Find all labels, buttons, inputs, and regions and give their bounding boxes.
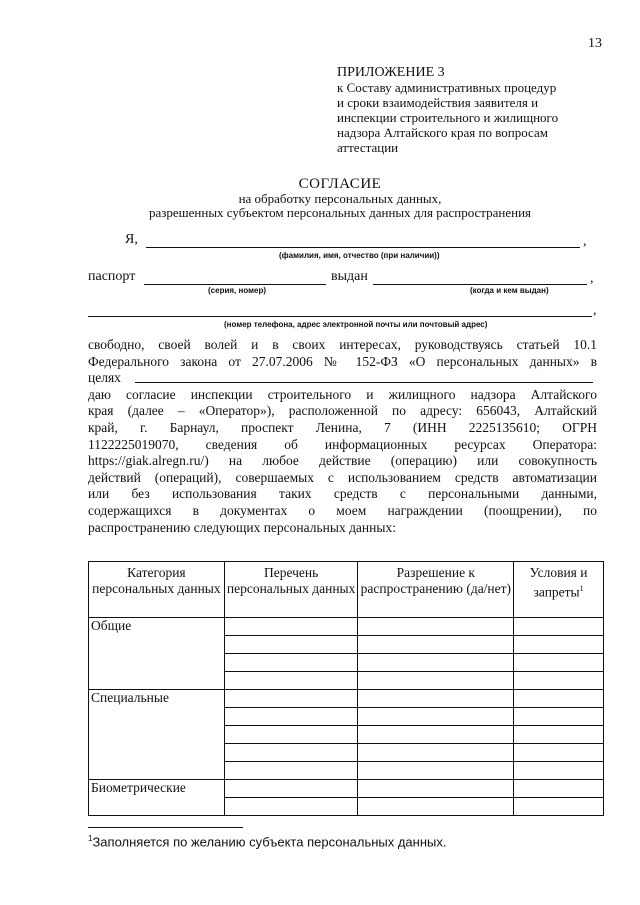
appendix-line: аттестации <box>337 140 399 155</box>
table-cell[interactable] <box>358 636 514 654</box>
contact-input-line[interactable] <box>88 316 592 317</box>
appendix-body <box>337 80 599 155</box>
footnote-divider <box>88 827 243 828</box>
footnote-text: Заполняется по желанию субъекта персональных данных. <box>92 834 447 850</box>
document-title <box>60 176 620 220</box>
table-cell[interactable] <box>224 672 358 690</box>
body-line: край, г. Барнаул, проспект Ленина, 7 (ИНН 2225135610; ОГРН <box>88 419 597 435</box>
body-line: края (далее – «Оператор»), расположенной по адресу: 656043, Алтайский <box>88 403 597 419</box>
table-cell[interactable] <box>224 798 358 816</box>
table-cell[interactable] <box>358 798 514 816</box>
table-header-row <box>89 562 604 618</box>
table-cell[interactable] <box>514 618 604 636</box>
table-cell[interactable] <box>358 726 514 744</box>
passport-label: паспорт <box>88 269 136 284</box>
table-cell[interactable] <box>358 654 514 672</box>
purpose-input-line[interactable] <box>135 382 593 383</box>
table-cell[interactable] <box>514 636 604 654</box>
page-number: 13 <box>588 36 602 51</box>
category-biometric: Биометрические <box>89 780 225 816</box>
issued-hint: (когда и кем выдан) <box>470 286 549 295</box>
table-cell[interactable] <box>224 636 358 654</box>
body-line: распространению следующих персональных данных: <box>88 519 396 535</box>
body-line: действий (операций), совершаемых с использованием средств автоматизации <box>88 469 597 485</box>
personal-data-table <box>88 561 604 816</box>
table-row <box>89 690 604 708</box>
table-cell[interactable] <box>514 744 604 762</box>
table-cell[interactable] <box>514 780 604 798</box>
table-cell[interactable] <box>514 690 604 708</box>
purpose-label: целях <box>88 370 121 386</box>
table-cell[interactable] <box>224 762 358 780</box>
table-cell[interactable] <box>224 780 358 798</box>
consent-body <box>88 337 597 536</box>
appendix-heading: ПРИЛОЖЕНИЕ 3 <box>337 65 445 80</box>
appendix-line: инспекции строительного и жилищного <box>337 110 559 125</box>
header-category: Категория персональных данных <box>89 562 225 618</box>
table-row <box>89 618 604 636</box>
issued-label: выдан <box>331 269 368 284</box>
body-line: даю согласие инспекции строительного и жилищного надзора Алтайского <box>88 386 597 402</box>
series-hint: (серия, номер) <box>208 286 267 295</box>
table-cell[interactable] <box>514 762 604 780</box>
issued-input-line[interactable] <box>373 284 587 285</box>
table-cell[interactable] <box>358 780 514 798</box>
category-special: Специальные <box>89 690 225 780</box>
table-cell[interactable] <box>224 618 358 636</box>
table-cell[interactable] <box>224 708 358 726</box>
body-line-purpose <box>88 370 597 387</box>
header-permission: Разрешение к распространению (да/нет) <box>358 562 514 618</box>
table-cell[interactable] <box>224 744 358 762</box>
table-cell[interactable] <box>358 744 514 762</box>
body-line: https://giak.alregn.ru/) на любое действие (операцию) или совокупность <box>88 453 597 469</box>
appendix-line: к Составу административных процедур <box>337 80 557 95</box>
fio-hint: (фамилия, имя, отчество (при наличии)) <box>279 251 440 260</box>
body-line: 1122225019070, сведения об информационных ресурсах Оператора: <box>88 436 597 452</box>
i-label: Я, <box>125 232 138 247</box>
contact-hint: (номер телефона, адрес электронной почты или почтовый адрес) <box>224 320 488 329</box>
header-list: Перечень персональных данных <box>224 562 358 618</box>
table-cell[interactable] <box>224 654 358 672</box>
contact-comma: , <box>593 303 597 318</box>
table-cell[interactable] <box>358 708 514 726</box>
table-cell[interactable] <box>514 726 604 744</box>
title-line-2: на обработку персональных данных, <box>238 191 442 206</box>
table-cell[interactable] <box>358 672 514 690</box>
footnote <box>88 834 446 849</box>
footnote-mark: 1 <box>579 584 584 593</box>
table-cell[interactable] <box>358 762 514 780</box>
table-cell[interactable] <box>224 690 358 708</box>
title-line-3: разрешенных субъектом персональных данных для распространения <box>148 205 532 220</box>
header-conditions: Условия и запреты$^1$ <box>514 562 604 618</box>
fio-input-line[interactable] <box>146 247 580 248</box>
table-cell[interactable] <box>514 798 604 816</box>
fio-comma: , <box>583 234 587 249</box>
appendix-header <box>337 65 599 155</box>
table-cell[interactable] <box>358 690 514 708</box>
body-line: или без использования таких средств с персональными данными, <box>88 486 597 502</box>
passport-series-input-line[interactable] <box>144 284 326 285</box>
footnote-number: 1 <box>88 834 93 843</box>
appendix-line: и сроки взаимодействия заявителя и <box>337 95 539 110</box>
category-general: Общие <box>89 618 225 690</box>
issued-comma: , <box>590 271 594 286</box>
title-main: СОГЛАСИЕ <box>298 176 382 192</box>
table-cell[interactable] <box>358 618 514 636</box>
body-line: свободно, своей волей и в своих интересах, руководствуясь статьей 10.1 <box>88 337 597 352</box>
table-cell[interactable] <box>224 726 358 744</box>
body-line: содержащихся в документах о моем награждении (поощрении), по <box>88 502 597 518</box>
table-row <box>89 780 604 798</box>
body-line: Федерального закона от 27.07.2006 № 152-ФЗ «О персональных данных» в <box>88 353 597 369</box>
table-cell[interactable] <box>514 708 604 726</box>
appendix-line: надзора Алтайского края по вопросам <box>337 125 548 140</box>
table-cell[interactable] <box>514 654 604 672</box>
table-cell[interactable] <box>514 672 604 690</box>
